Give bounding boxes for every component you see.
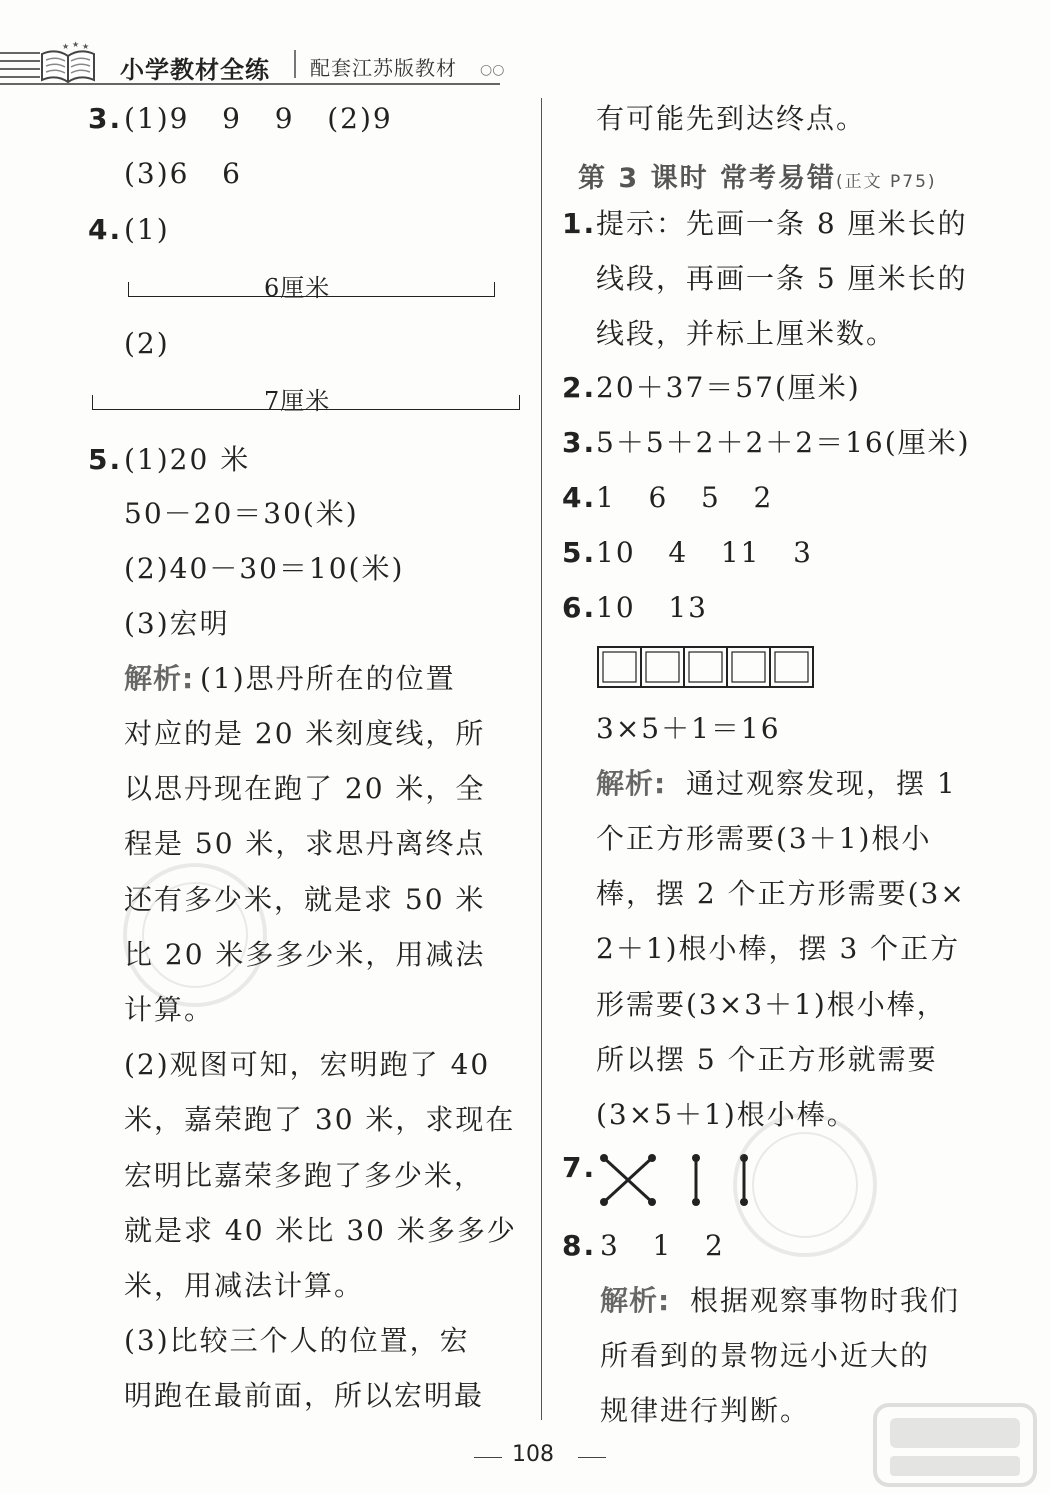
left-q5-analysis-line: 米，用减法计算。 (124, 1269, 365, 1302)
analysis-label: 解析: (124, 662, 195, 695)
stick-square (727, 647, 770, 687)
section-ref: (正文 P75) (836, 172, 937, 192)
header-title: 小学教材全练 (120, 56, 270, 84)
site-logo-watermark (870, 1400, 1040, 1490)
left-q5-analysis-line: 明跑在最前面，所以宏明最 (124, 1379, 485, 1413)
right-q6-analysis-line: 个正方形需要(3＋1)根小 (596, 822, 932, 855)
stick-square (684, 647, 727, 687)
cross-sticks-figure (600, 1154, 656, 1206)
footer-rule-right (578, 1457, 606, 1458)
right-q6-analysis-line: (3×5＋1)根小棒。 (596, 1098, 857, 1131)
page-number: 108 (512, 1442, 554, 1467)
left-q5-analysis-line: (2)观图可知，宏明跑了 40 (124, 1048, 491, 1082)
stamp-watermark-icon (110, 850, 280, 1020)
right-q1-line: 提示：先画一条 8 厘米长的 (596, 207, 968, 240)
right-q1-number: 1. (562, 207, 597, 240)
stamp-watermark-icon (720, 1100, 890, 1270)
left-q3-line2: (3)6 6 (124, 157, 242, 190)
left-q5-line: (2)40－30＝10(米) (124, 552, 405, 585)
open-book-icon (38, 40, 98, 84)
left-q5-analysis-line: 还有多少米，就是求 50 米 (124, 882, 486, 916)
left-q5-number: 5. (88, 443, 123, 476)
svg-text:★: ★ (72, 40, 80, 49)
right-q6-analysis-line: 形需要(3×3＋1)根小棒， (596, 987, 947, 1021)
header-decor-lines (0, 52, 40, 82)
header-separator (294, 50, 296, 78)
right-q6-analysis-line: 2＋1)根小棒，摆 3 个正方 (596, 932, 961, 966)
segment-label-7cm: 7厘米 (264, 387, 331, 415)
stick-square-inner (689, 652, 722, 682)
right-q8-analysis-first: 根据观察事物时我们 (690, 1284, 961, 1317)
right-q8-analysis-line: 所看到的景物远小近大的 (600, 1339, 931, 1372)
stick-square-inner (732, 652, 765, 682)
right-q4-text: 1 6 5 2 (596, 481, 774, 514)
line-segment-6cm (128, 282, 495, 297)
left-q4-number: 4. (88, 213, 123, 246)
left-q5-analysis-first: (1)思丹所在的位置 (200, 662, 456, 695)
vertical-stick-figure (692, 1154, 700, 1206)
segment-label-6cm: 6厘米 (264, 274, 331, 302)
right-q8-number: 8. (562, 1229, 597, 1262)
stick-square (770, 647, 813, 687)
header-rule (0, 83, 500, 85)
stick-squares-figure (594, 643, 816, 691)
stick-square-inner (775, 652, 808, 682)
stick-square-inner (603, 652, 636, 682)
left-q5-analysis-line: 就是求 40 米比 30 米多多少 (124, 1213, 517, 1247)
right-q6-analysis-first: 通过观察发现，摆 1 (686, 767, 957, 800)
svg-text:★: ★ (62, 42, 70, 51)
svg-text:★: ★ (82, 42, 90, 51)
right-q6-analysis-line: 所以摆 5 个正方形就需要 (596, 1042, 938, 1076)
right-q6-analysis-line: 棒，摆 2 个正方形需要(3× (596, 877, 966, 911)
left-q4-part1: (1) (124, 213, 170, 246)
left-q5-analysis-line: 程是 50 米，求思丹离终点 (124, 827, 486, 861)
right-q2-number: 2. (562, 371, 597, 404)
column-divider (541, 98, 542, 1420)
left-q5-line: (1)20 米 (124, 443, 251, 476)
analysis-label: 解析: (600, 1284, 671, 1317)
header-subtitle: 配套江苏版教材 (310, 56, 457, 80)
section-title-text: 第 3 课时 常考易错 (578, 163, 836, 194)
right-q8-analysis-line: 规律进行判断。 (600, 1394, 811, 1427)
stick-square-inner (646, 652, 679, 682)
analysis-label: 解析: (596, 767, 667, 800)
stick-square (641, 647, 684, 687)
left-q5-analysis-line: 对应的是 20 米刻度线，所 (124, 717, 486, 750)
left-q5-analysis-line: 米，嘉荣跑了 30 米，求现在 (124, 1103, 516, 1137)
left-q5-analysis-line: (3)比较三个人的位置，宏 (124, 1324, 470, 1358)
right-q3-text: 5＋5＋2＋2＋2＝16(厘米) (596, 426, 971, 459)
left-q4-part2: (2) (124, 327, 170, 360)
section-title (578, 156, 937, 195)
line-segment-7cm (92, 395, 520, 410)
left-q5-line: (3)宏明 (124, 607, 230, 640)
right-q5-text: 10 4 11 3 (596, 536, 813, 569)
right-q5-number: 5. (562, 536, 597, 569)
left-q5-analysis-line: 比 20 米多多少米，用减法 (124, 937, 486, 971)
header-dots-icon: ○○ (480, 62, 505, 78)
right-q1-line: 线段，并标上厘米数。 (596, 317, 897, 350)
left-q3-line1: (1)9 9 9 (2)9 (124, 102, 393, 135)
right-q6-text: 10 13 (596, 591, 708, 624)
left-q5-analysis-line: 以思丹现在跑了 20 米，全 (124, 772, 486, 806)
right-q6-number: 6. (562, 591, 597, 624)
right-q7-number: 7. (562, 1151, 597, 1184)
right-q2-text: 20＋37＝57(厘米) (596, 371, 861, 404)
left-q3-number: 3. (88, 102, 123, 135)
left-q5-analysis-line: 宏明比嘉荣多跑了多少米， (124, 1158, 485, 1192)
stick-square (598, 647, 641, 687)
right-continuation: 有可能先到达终点。 (596, 102, 867, 135)
left-q5-line: 50－20＝30(米) (124, 497, 359, 530)
left-q5-analysis-line: 计算。 (124, 993, 215, 1026)
right-q8-text: 3 1 2 (600, 1229, 725, 1262)
right-q6-formula: 3×5＋1＝16 (596, 712, 781, 745)
right-q1-line: 线段，再画一条 5 厘米长的 (596, 262, 968, 295)
right-q4-number: 4. (562, 481, 597, 514)
footer-rule-left (474, 1457, 502, 1458)
right-q3-number: 3. (562, 426, 597, 459)
